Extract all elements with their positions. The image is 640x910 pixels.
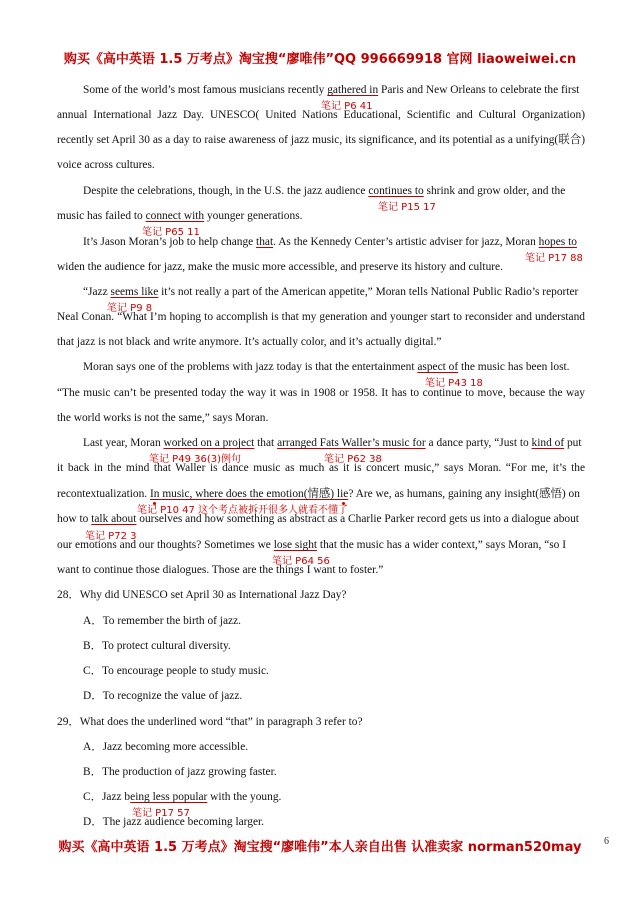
text: ? Are we, as humans, gaining any insight(感悟) on <box>348 488 580 500</box>
text: music has failed to <box>57 210 146 222</box>
annotation-note: 笔记 P10 47 这个考点被拆开很多人就看不懂了 <box>137 505 349 516</box>
text: “Jazz <box>83 286 111 298</box>
text: that <box>254 437 278 449</box>
text: Despite the celebrations, though, in the U.S. the jazz audience <box>83 185 369 197</box>
p6-line-5 <box>57 538 585 552</box>
p1-line-3: recently set April 30 as a day to raise awareness of jazz music, its significance, and its potential as a unifying(联合) <box>57 134 585 146</box>
annotation-note: 笔记 P72 3 <box>85 531 137 542</box>
q28-option-c: C．To encourage people to study music. <box>83 665 269 677</box>
text: how to <box>57 513 92 525</box>
text: shrink and grow older, and the <box>423 185 566 197</box>
text: younger generations. <box>204 210 303 222</box>
annotation-note: 笔记 P17 57 <box>132 808 190 819</box>
p6-line-3 <box>57 487 585 501</box>
text: C．Jazz b <box>83 791 131 803</box>
p6-line-1 <box>83 436 585 450</box>
text: ourselves and how something as abstract as a Charlie Parker record gets us into a dialogue about <box>136 513 579 525</box>
underlined-phrase: connect with <box>145 210 205 222</box>
q29-option-b: B．The production of jazz growing faster. <box>83 766 277 778</box>
q28-option-a: A．To remember the birth of jazz. <box>83 615 241 627</box>
p1-line-4: voice across cultures. <box>57 159 155 171</box>
text: our emotions and our thoughts? Sometimes we <box>57 539 274 551</box>
p2-line-1 <box>83 184 585 198</box>
text: Moran says one of the problems with jazz today is that the entertainment <box>83 361 418 373</box>
underlined-phrase: talk about <box>91 513 137 525</box>
text: that the music has a wider context,” says Moran, “so I <box>317 539 567 551</box>
annotation-note: 笔记 P43 18 <box>425 378 483 389</box>
text: recontextualization. <box>57 488 150 500</box>
question-29-stem: 29．What does the underlined word “that” in paragraph 3 refer to? <box>57 716 363 728</box>
q29-option-d: D．The jazz audience becoming larger. <box>83 816 265 828</box>
underlined-phrase: In music, where does the emotion(情感) lie <box>149 488 349 500</box>
q29-option-c <box>83 790 611 804</box>
underlined-phrase: kind of <box>531 437 565 449</box>
text: Last year, Moran <box>83 437 164 449</box>
p1-line-2: annual International Jazz Day. UNESCO( United Nations Educational, Scientific and Cultural Organization) <box>57 109 585 121</box>
p4-line-3: that jazz is not black and write anymore. It’s actually color, and it’s actually digital.” <box>57 336 442 348</box>
text: It’s Jason Moran’s job to help change <box>83 236 257 248</box>
underlined-phrase: gathered in <box>327 84 379 96</box>
text: it’s not really a part of the American appetite,” Moran tells National Public Radio’s reporter <box>158 286 579 298</box>
text: . As the Kennedy Center’s artistic adviser for jazz, Moran <box>273 236 539 248</box>
p5-line-3: the world works is not the same,” says Moran. <box>57 412 269 424</box>
p4-line-2: Neal Conan. “What I’m hoping to accomplish is that my generation and younger start to reconsider and understand <box>57 311 585 323</box>
p6-line-6: want to continue those dialogues. Those are the things I want to foster.” <box>57 564 384 576</box>
underlined-phrase: aspect of <box>417 361 459 373</box>
annotation-note: 笔记 P15 17 <box>378 202 436 213</box>
annotation-note: 笔记 P17 88 <box>525 253 583 264</box>
underlined-phrase: hopes to <box>538 236 577 248</box>
p1-line-1 <box>83 83 585 97</box>
annotation-note: 笔记 P9 8 <box>107 303 153 314</box>
p4-line-1 <box>83 285 585 299</box>
p6-line-4 <box>57 512 585 526</box>
underlined-phrase: worked on a project <box>163 437 255 449</box>
annotation-note: 笔记 P62 38 <box>324 454 382 465</box>
p6-line-2: it back in the mind that Waller is dance music as much as it is concert music,” says Moran. “For me, it’s the <box>57 462 585 474</box>
underlined-phrase: seems like <box>110 286 159 298</box>
header-promo-banner: 购买《高中英语 1.5 万考点》淘宝搜“廖唯伟”QQ 996669918 官网 liaoweiwei.cn <box>63 52 577 67</box>
p5-line-1 <box>83 360 585 374</box>
text: with the young. <box>207 791 282 803</box>
question-28-stem: 28．Why did UNESCO set April 30 as International Jazz Day? <box>57 589 347 601</box>
p3-line-1 <box>83 235 585 249</box>
text: a dance party, “Just to <box>425 437 532 449</box>
annotation-note: 笔记 P49 36(3)例句 <box>149 454 242 465</box>
underlined-word-that: that <box>256 236 274 248</box>
p5-line-2: “The music can’t be presented today the way it was in 1908 or 1958. It has to continue to move, because the way <box>57 387 585 399</box>
p3-line-2: widen the audience for jazz, make the music more accessible, and preserve its history and culture. <box>57 261 503 273</box>
p2-line-2 <box>57 209 585 223</box>
q29-option-a: A．Jazz becoming more accessible. <box>83 741 249 753</box>
annotation-note: 笔记 P6 41 <box>321 101 373 112</box>
text: put <box>564 437 582 449</box>
annotation-note: 笔记 P65 11 <box>142 227 200 238</box>
q28-option-b: B．To protect cultural diversity. <box>83 640 231 652</box>
underlined-phrase: lose sight <box>273 539 318 551</box>
text: the music has been lost. <box>458 361 570 373</box>
text: Some of the world’s most famous musicians recently <box>83 84 328 96</box>
page-number: 6 <box>604 836 609 847</box>
underlined-phrase: eing less popular <box>130 791 208 803</box>
underlined-phrase: continues to <box>368 185 424 197</box>
footer-promo-banner: 购买《高中英语 1.5 万考点》淘宝搜“廖唯伟”本人亲自出售 认准卖家 norman520may <box>58 840 582 855</box>
underlined-phrase: arranged Fats Waller’s music for <box>277 437 426 449</box>
q28-option-d: D．To recognize the value of jazz. <box>83 690 243 702</box>
text: Paris and New Orleans to celebrate the first <box>378 84 580 96</box>
annotation-note: 笔记 P64 56 <box>272 556 330 567</box>
